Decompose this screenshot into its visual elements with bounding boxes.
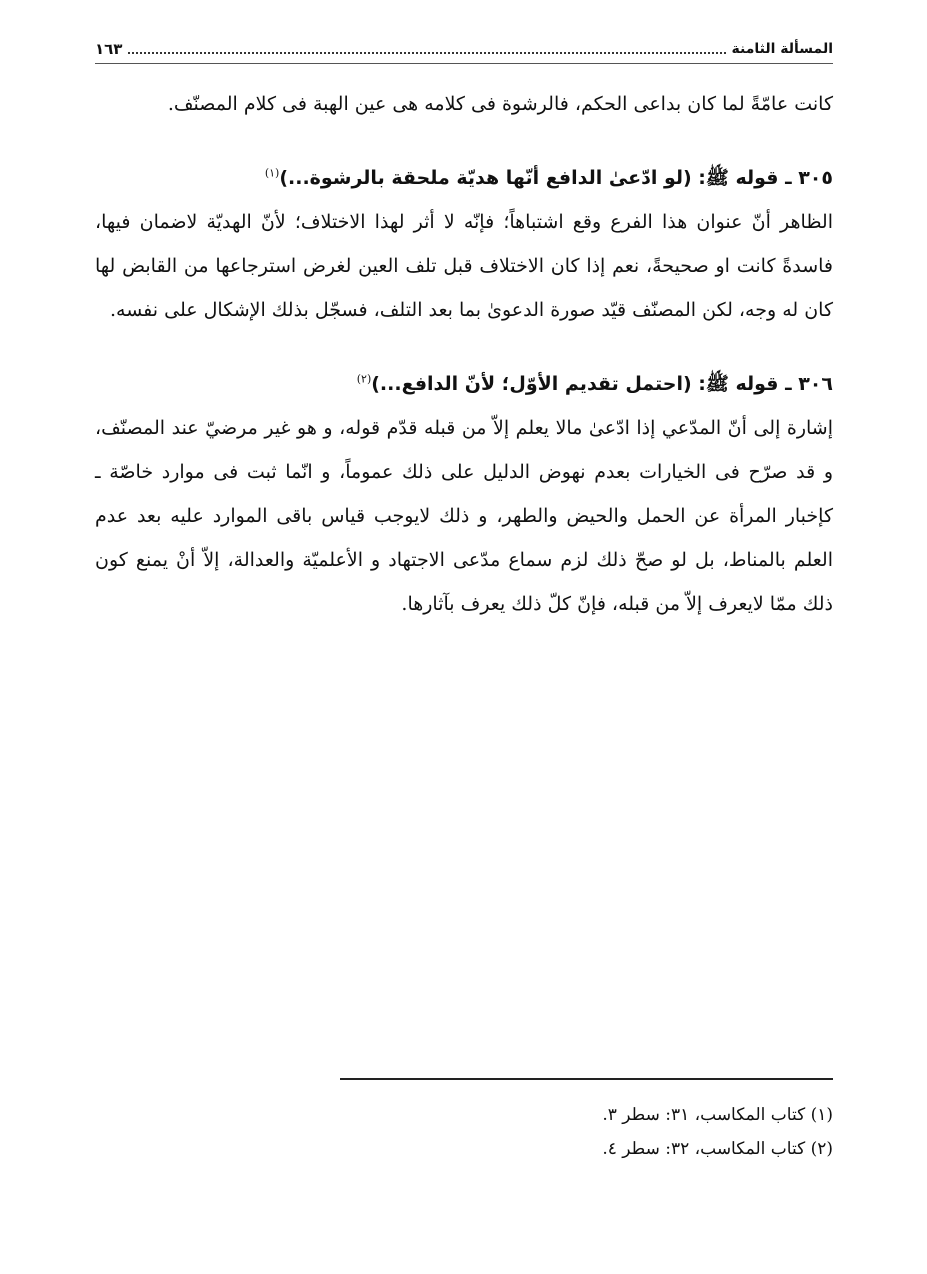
intro-paragraph: كانت عامّةً لما كان بداعى الحكم، فالرشوة فى كلامه هى عين الهبة فى كلام المصنّف. [167, 93, 833, 115]
footnote-ref-2[interactable]: (٢) [356, 372, 372, 386]
footnote-divider [340, 1078, 833, 1080]
section-305-paragraph: الظاهر أنّ عنوان هذا الفرع وقع اشتباهاً؛ فإنّه لا أثر لهذا الاختلاف؛ لأنّ الهديّة لاضمان فيها، فاسدةً كانت او صحيحةً، نعم إذا كان الاختلاف قبل تلف العين لغرض استرجاعها من القابض لها كان له وجه، لكن المصنّف قيّد صورة الدعوىٰ بما بعد التلف، فسجّل بذلك الإشكال على نفسه. [95, 211, 833, 321]
footnote-ref-1[interactable]: (١) [264, 166, 280, 180]
section-306-paragraph: إشارة إلى أنّ المدّعي إذا ادّعىٰ مالا يعلم إلاّ من قبله قدّم قوله، و هو غير مرضيّ عند المصنّف، و قد صرّح فى الخيارات بعدم نهوض الدليل على ذلك عموماً، و انّما ثبت فى موارد خاصّة ـ كإخبار المرأة عن الحمل والحيض والطهر، و ذلك لايوجب قياس باقى الموارد عليه بعد عدم العلم بالمناط، بل لو صحّ ذلك لزم سماع مدّعى الاجتهاد و الأعلميّة والعدالة، إلاّ أنْ يمنع كون ذلك ممّا لايعرف إلاّ من قبله، فإنّ كلّ ذلك يعرف بآثارها. [95, 417, 833, 615]
page-number: ١٦٣ [95, 40, 123, 58]
running-header [95, 36, 833, 62]
header-divider [95, 63, 833, 64]
chapter-title: المسألة الثامنة [731, 41, 833, 57]
section-gap [95, 126, 833, 156]
section-305-heading [95, 156, 833, 200]
footnotes [95, 1098, 833, 1166]
section-heading-text: ٣٠٦ ـ قوله ﷺ: (احتمل تقديم الأوّل؛ لأنّ الدافع...) [371, 373, 833, 395]
section-306-heading [95, 362, 833, 406]
main-text [95, 82, 833, 626]
section-heading-text: ٣٠٥ ـ قوله ﷺ: (لو ادّعىٰ الدافع أنّها هديّة ملحقة بالرشوة...) [279, 167, 833, 189]
footnote-1: (١) كتاب المكاسب، ٣١: سطر ٣. [602, 1105, 833, 1125]
footnote-2: (٢) كتاب المكاسب، ٣٢: سطر ٤. [602, 1139, 833, 1159]
section-gap [95, 332, 833, 362]
leader-dots [128, 44, 725, 54]
